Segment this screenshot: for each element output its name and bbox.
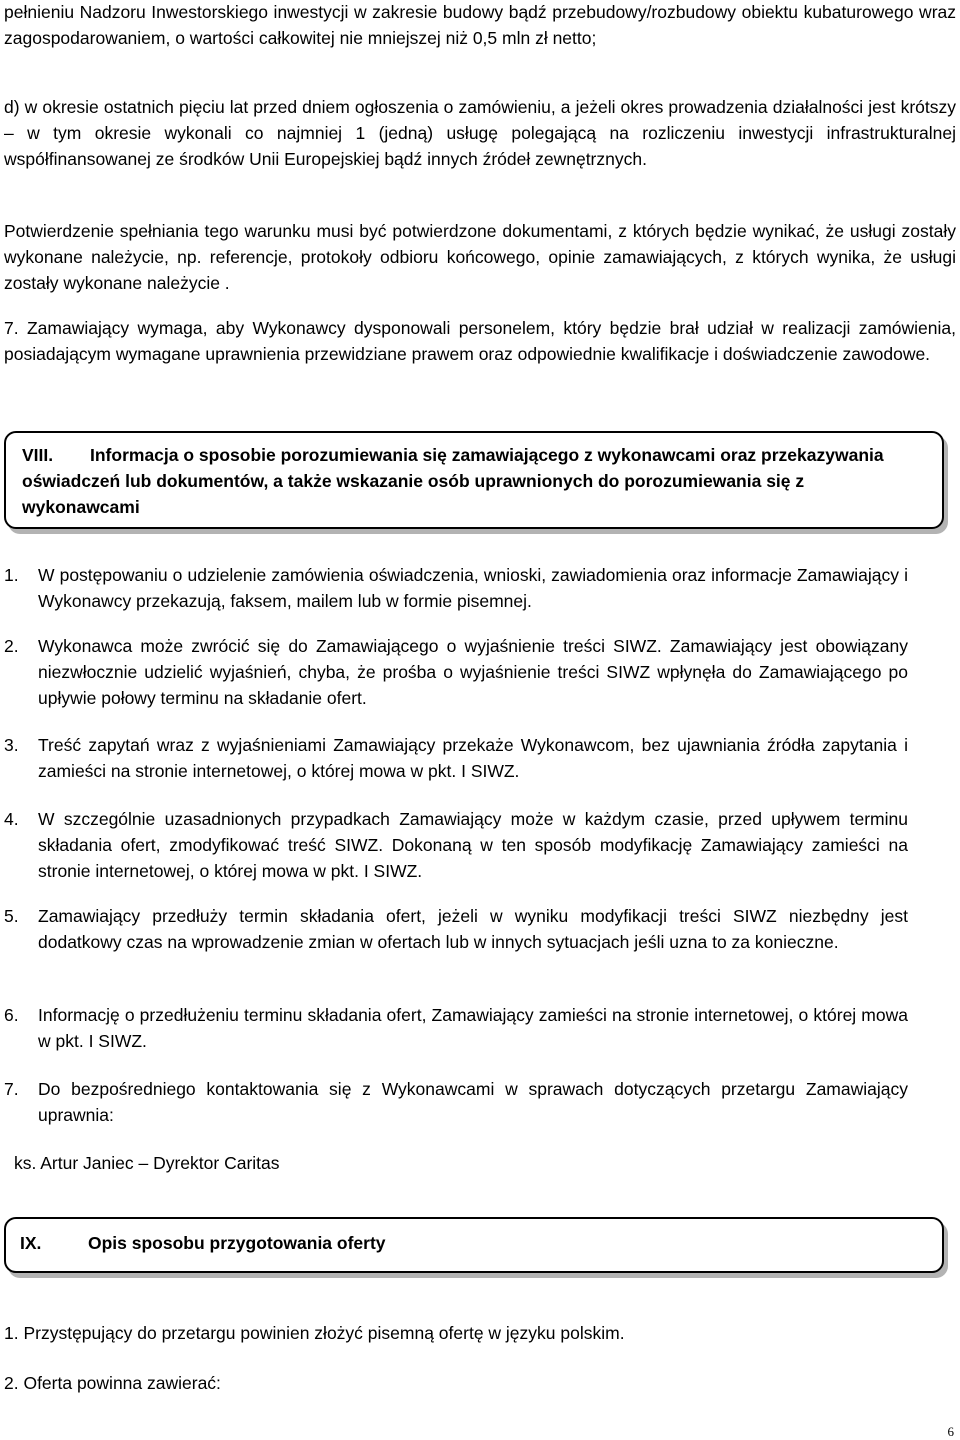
paragraph-supervision: pełnieniu Nadzoru Inwestorskiego inwestycji w zakresie budowy bądź przebudowy/rozbudowy obiektu kubaturowego wraz zagospodarowaniem, o wartości całkowitej nie mniejszej niż 0,5 mln zł netto; [4,2,956,48]
list-item-text: W postępowaniu o udzielenie zamówienia oświadczenia, wnioski, zawiadomienia oraz informacje Zamawiający i Wykonawcy przekazują, faksem, mailem lub w formie pisemnej. [38,565,908,611]
list-item-text: Do bezpośredniego kontaktowania się z Wykonawcami w sprawach dotyczących przetargu Zamawiający uprawnia: [38,1079,908,1125]
list-item [4,1003,956,1055]
list-item-number: 5. [4,906,19,926]
offer-paragraph-2: 2. Oferta powinna zawierać: [4,1373,221,1393]
list-item [4,634,956,712]
section-ix-title: Opis sposobu przygotowania oferty [88,1233,386,1253]
section-viii-title: Informacja o sposobie porozumiewania się zamawiającego z wykonawcami oraz przekazywania oświadczeń lub dokumentów, a także wskazanie osób uprawnionych do porozumiewania się z wykonawcami [22,445,884,517]
section-ix-number: IX. [20,1233,42,1253]
list-item-text: W szczególnie uzasadnionych przypadkach Zamawiający może w każdym czasie, przed upływem terminu składania ofert, zmodyfikować treść SIWZ. Dokonaną w ten sposób modyfikację Zamawiający zamieści na stronie internetowej, o której mowa w pkt. I SIWZ. [38,809,908,881]
paragraph-personnel: 7. Zamawiający wymaga, aby Wykonawcy dysponowali personelem, który będzie brał udział w realizacji zamówienia, posiadającym wymagane uprawnienia przewidziane prawem oraz odpowiednie kwalifikacje i doświadczenie zawodowe. [4,318,956,364]
list-item-text: Zamawiający przedłuży termin składania ofert, jeżeli w wyniku modyfikacji treści SIWZ niezbędny jest dodatkowy czas na wprowadzenie zmian w ofertach lub w innych sytuacjach jeśli uzna to za konieczne. [38,906,908,952]
list-item-number: 3. [4,735,19,755]
list-item-number: 1. [4,565,19,585]
offer-paragraph-1: 1. Przystępujący do przetargu powinien złożyć pisemną ofertę w języku polskim. [4,1323,625,1343]
list-item-text: Wykonawca może zwrócić się do Zamawiającego o wyjaśnienie treści SIWZ. Zamawiający jest obowiązany niezwłocznie udzielić wyjaśnień, chyba, że prośba o wyjaśnienie treści SIWZ wpłynęła do Zamawiającego po upływie połowy terminu na składanie ofert. [38,636,908,708]
list-item [4,1077,956,1129]
paragraph-condition-d: d) w okresie ostatnich pięciu lat przed dniem ogłoszenia o zamówieniu, a jeżeli okres prowadzenia działalności jest krótszy – w tym okresie wykonali co najmniej 1 (jedną) usługę polegającą na rozliczeniu inwestycji infrastrukturalnej współfinansowanej ze środków Unii Europejskiej bądź innych źródeł zewnętrznych. [4,97,956,169]
list-item [4,904,956,982]
list-item-number: 2. [4,636,19,656]
section-viii-number: VIII. [22,445,54,465]
list-item [4,807,956,885]
list-item-number: 7. [4,1079,19,1099]
list-item [4,563,956,615]
list-item-text: Treść zapytań wraz z wyjaśnieniami Zamawiający przekaże Wykonawcom, bez ujawniania źródła zapytania i zamieści na stronie internetowej, o której mowa w pkt. I SIWZ. [38,735,908,781]
list-item-number: 6. [4,1005,19,1025]
section-ix-box [4,1217,944,1273]
contact-person: ks. Artur Janiec – Dyrektor Caritas [14,1153,280,1173]
section-viii-box [4,431,944,529]
paragraph-confirmation: Potwierdzenie spełniania tego warunku musi być potwierdzone dokumentami, z których będzie wynikać, że usługi zostały wykonane należycie, np. referencje, protokoły odbioru końcowego, opinie zamawiających, z których wynika, że usługi zostały wykonane należycie . [4,221,956,293]
list-item-number: 4. [4,809,19,829]
list-item [4,733,956,785]
page-number: 6 [947,1424,954,1439]
list-item-text: Informację o przedłużeniu terminu składania ofert, Zamawiający zamieści na stronie internetowej, o której mowa w pkt. I SIWZ. [38,1005,908,1051]
